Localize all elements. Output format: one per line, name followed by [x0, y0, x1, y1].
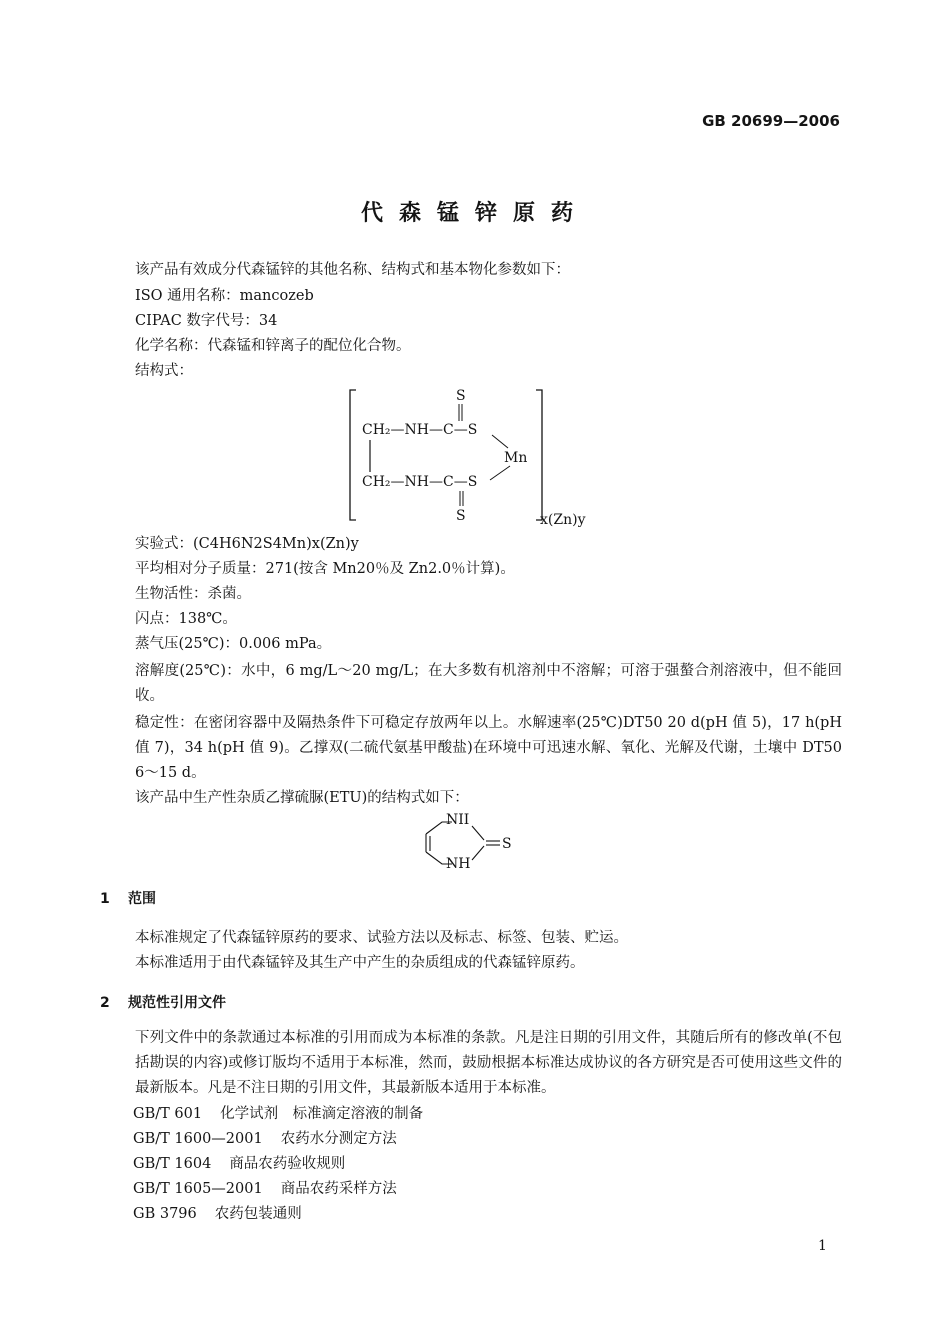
- page-title: 代森锰锌原药: [360, 201, 589, 226]
- reference-item: GB/T 1605—2001 商品农药采样方法: [133, 1181, 397, 1197]
- intro-line: 该产品有效成分代森锰锌的其他名称、结构式和基本物化参数如下：: [135, 262, 570, 278]
- reference-item: GB/T 1600—2001 农药水分测定方法: [133, 1131, 397, 1147]
- section-1-paragraph-1: 本标准规定了代森锰锌原药的要求、试验方法以及标志、标签、包装、贮运。: [135, 930, 628, 946]
- vapor-pressure: 蒸气压(25℃)：0.006 mPa。: [135, 636, 332, 652]
- mancozeb-structure: [340, 380, 620, 530]
- structure-row-2: CH₂—NH—C—S: [362, 474, 478, 490]
- reference-item: GB/T 1604 商品农药验收规则: [133, 1156, 346, 1172]
- section-1-paragraph-2: 本标准适用于由代森锰锌及其生产中产生的杂质组成的代森锰锌原药。: [135, 955, 585, 971]
- section-2-paragraph: 下列文件中的条款通过本标准的引用而成为本标准的条款。凡是注日期的引用文件，其随后所有的修改单(不包括勘误的内容)或修订版均不适用于本标准，然而，鼓励根据本标准达成协议的各方研究是否可使用这些文件的最新版本。凡是不注日期的引用文件，其最新版本适用于本标准。: [135, 1030, 842, 1096]
- etu-nh-bottom: NH: [446, 856, 471, 872]
- solubility: 溶解度(25℃)：水中，6 mg/L～20 mg/L；在大多数有机溶剂中不溶解；可溶于强螯合剂溶液中，但不能回收。: [135, 663, 842, 704]
- reference-item: GB 3796 农药包装通则: [133, 1206, 302, 1222]
- empirical-formula-value: (C4H6N2S4Mn)x(Zn)y: [193, 536, 359, 552]
- molar-mass: 平均相对分子质量：271(按含 Mn20％及 Zn2.0％计算)。: [135, 561, 515, 577]
- etu-nh-top: NII: [446, 812, 470, 828]
- empirical-formula: [135, 534, 359, 554]
- structure-row-1: CH₂—NH—C—S: [362, 422, 478, 438]
- empirical-label: 实验式：: [135, 536, 193, 552]
- section-1-number: 1: [100, 891, 110, 907]
- sulfur-bottom: S: [456, 508, 466, 524]
- etu-sulfur: S: [502, 836, 512, 852]
- section-2-heading: [100, 992, 226, 1012]
- flash-point: 闪点：138℃。: [135, 611, 237, 627]
- sulfur-top: S: [456, 388, 466, 404]
- page-number: 1: [818, 1238, 827, 1254]
- biological-activity: 生物活性：杀菌。: [135, 586, 251, 602]
- cipac-code: CIPAC 数字代号：34: [135, 313, 278, 329]
- section-2-title: 规范性引用文件: [128, 995, 226, 1011]
- zinc-subscript: x(Zn)y: [540, 512, 586, 528]
- etu-intro: 该产品中生产性杂质乙撑硫脲(ETU)的结构式如下：: [135, 790, 469, 806]
- chemical-name: 化学名称：代森锰和锌离子的配位化合物。: [135, 338, 411, 354]
- etu-structure: [410, 806, 530, 874]
- stability: 稳定性：在密闭容器中及隔热条件下可稳定存放两年以上。水解速率(25℃)DT50 20 d(pH 值 5)，17 h(pH 值 7)，34 h(pH 值 9)。乙撑双(二硫代氨基甲酸盐)在环境中可迅速水解、氧化、光解及代谢，土壤中 DT50 6～15 d。: [135, 715, 842, 781]
- section-2-number: 2: [100, 995, 110, 1011]
- iso-name: ISO 通用名称：mancozeb: [135, 288, 314, 304]
- structure-label: 结构式：: [135, 363, 193, 379]
- section-1-title: 范围: [128, 891, 156, 907]
- manganese-label: Mn: [504, 450, 528, 466]
- standard-code: GB 20699—2006: [702, 112, 840, 130]
- reference-item: GB/T 601 化学试剂 标准滴定溶液的制备: [133, 1106, 424, 1122]
- section-1-heading: [100, 888, 156, 908]
